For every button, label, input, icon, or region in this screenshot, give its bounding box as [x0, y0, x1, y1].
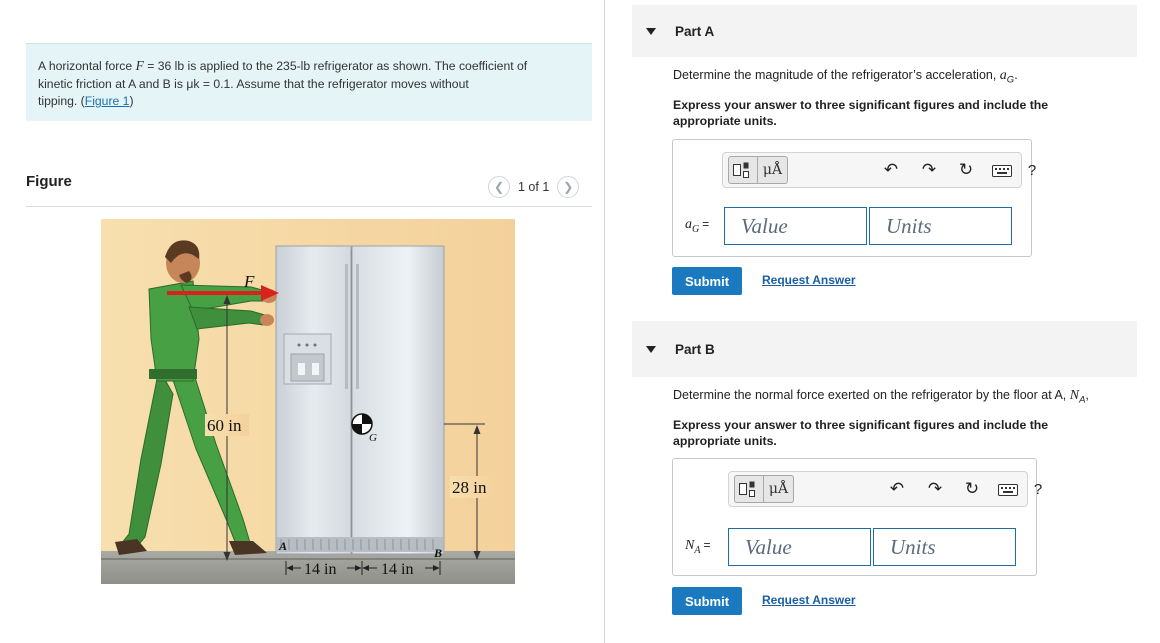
part-b-header[interactable]: [632, 321, 1137, 377]
refrigerator: [276, 246, 444, 554]
help-icon[interactable]: ?: [1033, 480, 1043, 498]
keyboard-icon[interactable]: [991, 160, 1013, 182]
part-a-instructions: Express your answer to three significant figures and include the appropriate units.: [673, 98, 1049, 128]
part-b-units-input[interactable]: Units: [873, 528, 1016, 566]
label-g: G: [369, 432, 377, 444]
help-icon[interactable]: ?: [1027, 161, 1037, 179]
keyboard-icon[interactable]: [997, 479, 1019, 501]
part-b-request-answer-link[interactable]: Request Answer: [762, 593, 856, 607]
chevron-left-icon[interactable]: ❮: [488, 176, 510, 198]
chevron-right-icon[interactable]: ❯: [557, 176, 579, 198]
units-button[interactable]: μÅ: [764, 475, 794, 503]
part-b-prompt: Determine the normal force exerted on the refrigerator by the floor at A, $N_A$,: [673, 388, 1089, 406]
label-60in: 60 in: [207, 416, 242, 435]
part-b-instructions: Express your answer to three significant figures and include the appropriate units.: [673, 418, 1049, 448]
part-a-request-answer-link[interactable]: Request Answer: [762, 273, 856, 287]
reset-icon[interactable]: ↻: [958, 160, 974, 179]
units-button[interactable]: μÅ: [758, 156, 788, 184]
undo-icon[interactable]: ↶: [883, 160, 899, 179]
redo-icon[interactable]: ↷: [921, 160, 937, 179]
template-icon[interactable]: [728, 156, 758, 184]
part-b-variable: $N_A$ =: [685, 538, 711, 556]
column-divider: [604, 0, 605, 643]
problem-line-1: A horizontal force F = 36 lb is applied to the 235-lb refrigerator as shown. The coefficient of: [38, 58, 528, 73]
refrigerator-figure: [101, 219, 515, 584]
redo-icon[interactable]: ↷: [927, 479, 943, 498]
part-a-submit-button[interactable]: Submit: [672, 267, 742, 295]
figure-title: Figure: [26, 173, 72, 190]
figure-pager: [488, 176, 579, 198]
part-a-variable: $a_G$ =: [685, 217, 710, 235]
label-28in: 28 in: [452, 478, 487, 497]
pager-count: 1 of 1: [518, 180, 550, 194]
part-b-value-input[interactable]: Value: [728, 528, 871, 566]
center-of-gravity-marker: [352, 414, 372, 434]
template-icon[interactable]: [734, 475, 764, 503]
label-point-a: A: [279, 539, 288, 553]
figure-divider: [26, 206, 592, 207]
part-a-value-input[interactable]: Value: [724, 207, 867, 245]
label-14in-a: 14 in: [304, 561, 337, 578]
problem-line-3: tipping. (Figure 1): [38, 94, 134, 108]
part-a-header[interactable]: [632, 5, 1137, 57]
label-force: F: [244, 272, 255, 291]
part-a-answer-box: [672, 139, 1037, 257]
equation-toolbar: [728, 471, 1043, 507]
part-a-units-input[interactable]: Units: [869, 207, 1012, 245]
label-point-b: B: [434, 546, 443, 560]
force-symbol: F: [135, 58, 144, 73]
reset-icon[interactable]: ↻: [964, 479, 980, 498]
part-a-prompt: Determine the magnitude of the refrigerator’s acceleration, $a_G$.: [673, 68, 1018, 86]
part-b-answer-box: [672, 458, 1043, 576]
problem-statement: [26, 43, 592, 121]
part-b-submit-button[interactable]: Submit: [672, 587, 742, 615]
collapse-triangle-icon[interactable]: [646, 28, 656, 35]
equation-toolbar: [722, 152, 1037, 188]
figure-link[interactable]: Figure 1: [84, 94, 130, 108]
undo-icon[interactable]: ↶: [889, 479, 905, 498]
part-a-title: Part A: [675, 23, 715, 39]
problem-line-2: kinetic friction at A and B is μk = 0.1. Assume that the refrigerator moves without: [38, 76, 469, 91]
part-b-title: Part B: [675, 341, 715, 357]
collapse-triangle-icon[interactable]: [646, 346, 656, 353]
label-14in-b: 14 in: [381, 561, 414, 578]
